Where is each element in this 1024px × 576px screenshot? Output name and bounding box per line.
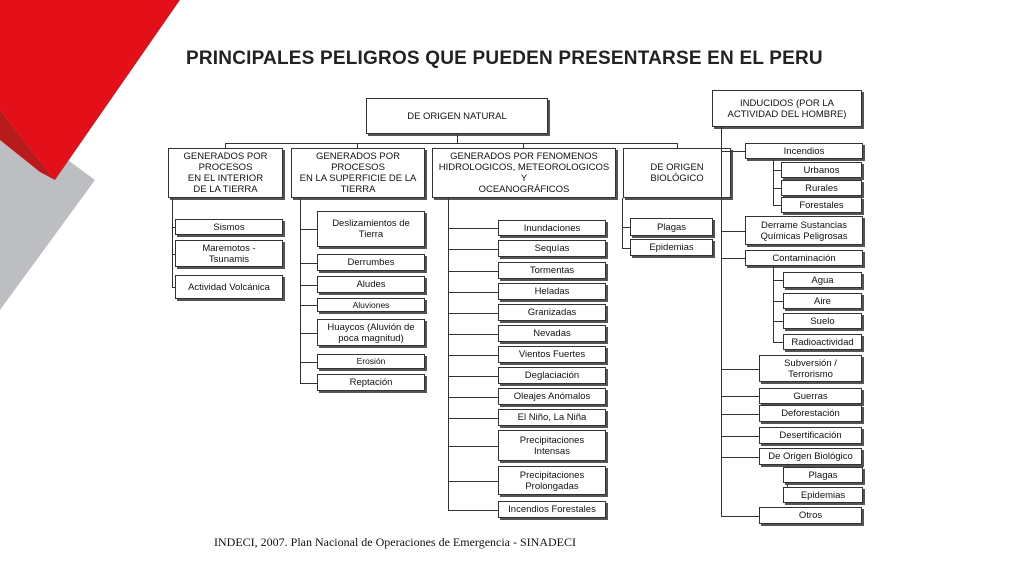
induced-group-box: Contaminación	[745, 250, 863, 266]
induced-subitem: Rurales	[781, 180, 862, 196]
induced-subitem: Plagas	[783, 467, 863, 483]
connector-line	[622, 198, 623, 248]
induced-subitem: Aire	[783, 293, 862, 309]
connector-line	[721, 414, 759, 415]
connector-line	[721, 231, 745, 232]
hazard-item: Vientos Fuertes	[498, 346, 606, 363]
induced-subitem: Suelo	[783, 313, 862, 329]
connector-line	[622, 248, 630, 249]
connector-line	[225, 143, 677, 144]
hazard-item: Deslizamientos de Tierra	[317, 211, 425, 247]
connector-line	[300, 198, 301, 383]
category-box: DE ORIGEN BIOLÓGICO	[623, 148, 731, 198]
hazard-item: Granizadas	[498, 304, 606, 321]
connector-line	[773, 301, 783, 302]
connector-line	[448, 376, 498, 377]
connector-line	[773, 321, 783, 322]
induced-group-box: Deforestación	[759, 405, 862, 422]
hazard-item: Huaycos (Aluvión de poca magnitud)	[317, 319, 425, 346]
hazard-item: Plagas	[630, 218, 713, 236]
induced-subitem: Radioactividad	[783, 334, 862, 350]
connector-line	[721, 151, 745, 152]
connector-line	[448, 292, 498, 293]
hazard-item: Epidemias	[630, 239, 713, 256]
connector-line	[448, 481, 498, 482]
hazard-item: Actividad Volcánica	[175, 275, 283, 299]
induced-group-box: Subversión / Terrorismo	[759, 355, 862, 382]
category-box: GENERADOS POR FENOMENOS HIDROLOGICOS, METEOROLOGICOS Y OCEANOGRÁFICOS	[432, 148, 616, 198]
connector-line	[721, 258, 745, 259]
connector-line	[448, 228, 498, 229]
connector-line	[448, 355, 498, 356]
connector-line	[773, 159, 774, 205]
connector-line	[448, 271, 498, 272]
hazard-item: Deglaciación	[498, 367, 606, 384]
connector-line	[172, 198, 173, 287]
connector-line	[721, 457, 759, 458]
connector-line	[448, 249, 498, 250]
connector-line	[721, 127, 722, 516]
hazard-item: Precipitaciones Intensas	[498, 430, 606, 461]
connector-line	[300, 333, 317, 334]
hazard-item: El Niño, La Niña	[498, 409, 606, 426]
connector-line	[773, 280, 783, 281]
induced-category-box: INDUCIDOS (POR LA ACTIVIDAD DEL HOMBRE)	[712, 90, 862, 127]
hazard-item: Nevadas	[498, 325, 606, 342]
hazard-item: Oleajes Anómalos	[498, 388, 606, 405]
connector-line	[721, 396, 759, 397]
induced-group-box: Incendios	[745, 143, 863, 159]
page-title: PRINCIPALES PELIGROS QUE PUEDEN PRESENTARSE EN EL PERU	[186, 48, 823, 69]
connector-line	[300, 383, 317, 384]
hazard-item: Maremotos - Tsunamis	[175, 240, 283, 267]
induced-subitem: Urbanos	[781, 162, 862, 178]
connector-line	[773, 266, 774, 342]
source-citation: INDECI, 2007. Plan Nacional de Operaciones de Emergencia - SINADECI	[214, 535, 577, 549]
connector-line	[300, 285, 317, 286]
hazard-item: Erosión	[317, 354, 425, 369]
hazard-item: Heladas	[498, 283, 606, 300]
connector-line	[773, 170, 781, 171]
category-box: GENERADOS POR PROCESOS EN EL INTERIOR DE LA TIERRA	[168, 148, 283, 198]
hazard-item: Aludes	[317, 276, 425, 293]
induced-subitem: Agua	[783, 272, 862, 288]
connector-line	[448, 446, 498, 447]
connector-line	[773, 342, 783, 343]
induced-group-box: Derrame Sustancias Químicas Peligrosas	[745, 216, 863, 245]
connector-line	[448, 334, 498, 335]
induced-subitem: Epidemias	[783, 487, 863, 503]
hazard-item: Incendios Forestales	[498, 501, 606, 518]
connector-line	[721, 516, 759, 517]
hazard-item: Derrumbes	[317, 254, 425, 271]
root-natural-origin: DE ORIGEN NATURAL	[366, 98, 548, 134]
hazard-item: Sequías	[498, 240, 606, 257]
induced-group-box: Otros	[759, 507, 862, 524]
connector-line	[622, 227, 630, 228]
connector-line	[773, 188, 781, 189]
hazard-item: Sismos	[175, 219, 283, 235]
induced-subitem: Forestales	[781, 197, 862, 213]
hazard-item: Reptación	[317, 374, 425, 391]
connector-line	[721, 436, 759, 437]
induced-group-box: Guerras	[759, 388, 862, 404]
hazard-item: Aluviones	[317, 298, 425, 312]
connector-line	[448, 397, 498, 398]
hazard-item: Inundaciones	[498, 220, 606, 236]
connector-line	[300, 305, 317, 306]
hazard-item: Tormentas	[498, 262, 606, 279]
connector-line	[448, 418, 498, 419]
connector-line	[773, 205, 781, 206]
connector-line	[300, 362, 317, 363]
induced-group-box: Desertificación	[759, 427, 862, 444]
induced-group-box: De Origen Biológico	[759, 448, 862, 465]
connector-line	[448, 313, 498, 314]
connector-line	[457, 134, 458, 143]
connector-line	[721, 369, 759, 370]
connector-line	[448, 510, 498, 511]
category-box: GENERADOS POR PROCESOS EN LA SUPERFICIE DE LA TIERRA	[291, 148, 425, 198]
hazard-item: Precipitaciones Prolongadas	[498, 466, 606, 495]
connector-line	[300, 263, 317, 264]
connector-line	[300, 229, 317, 230]
